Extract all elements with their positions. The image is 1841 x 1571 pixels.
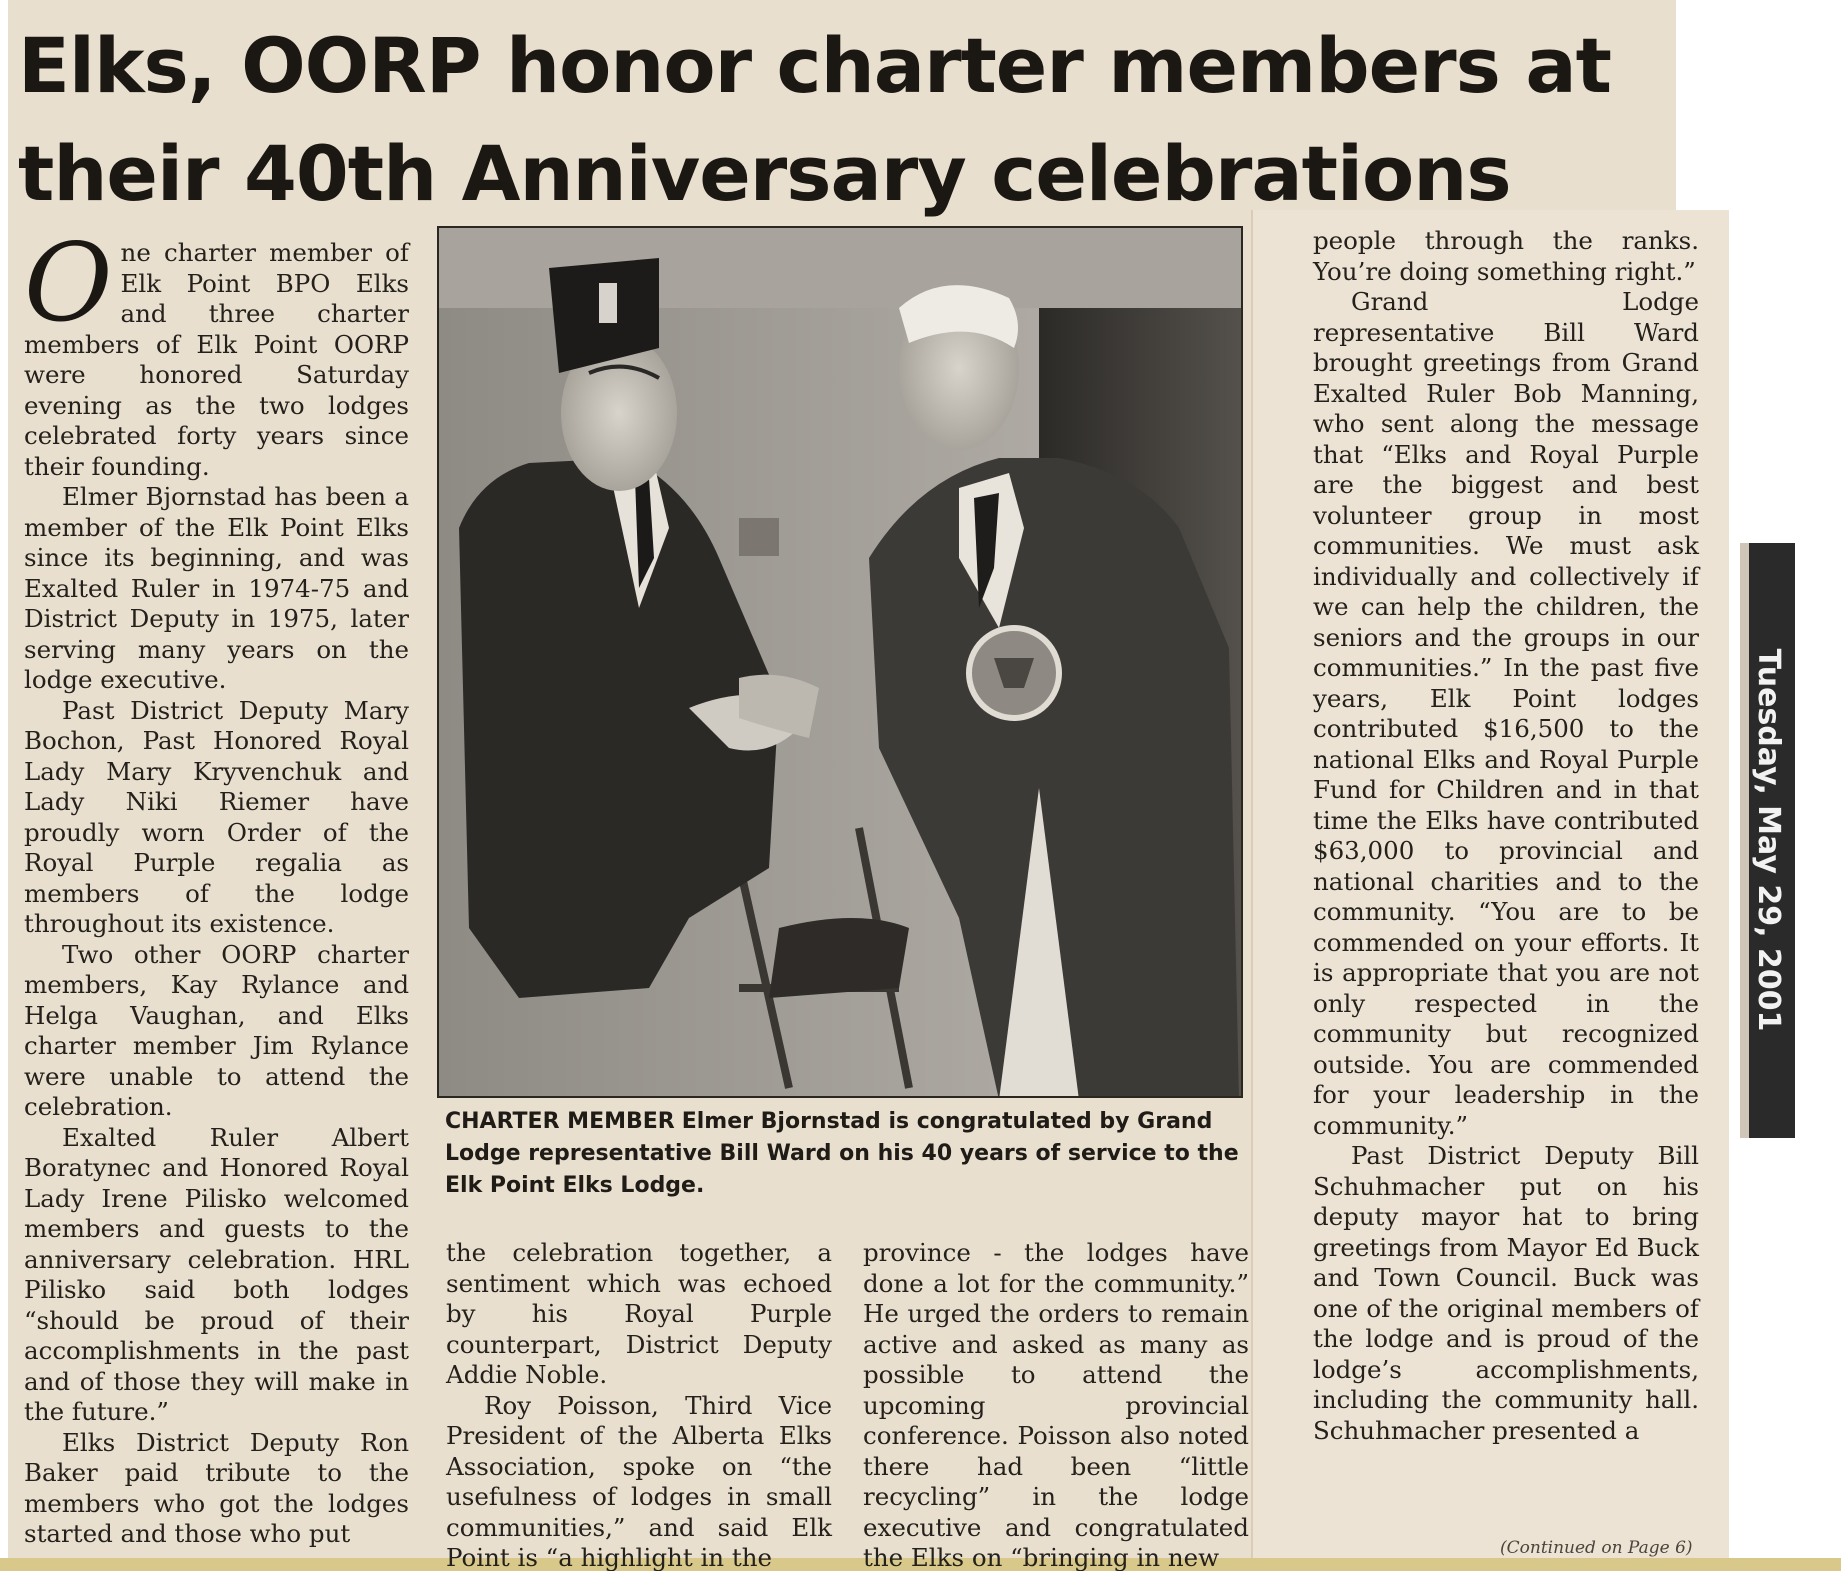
article-paragraph: One charter member of Elk Point BPO Elks and three charter members of Elk Point OORP were honored Saturday evening as the two lodges celebrated forty years since their founding.: [24, 221, 409, 481]
article-column-4: [1313, 226, 1699, 1446]
article-column-1: [24, 221, 409, 1550]
article-paragraph: Roy Poisson, Third Vice President of the Alberta Elks Association, spoke on “the usefulness of lodges in small communities,” and said Elk Point is “a highlight in the: [446, 1390, 832, 1571]
article-paragraph: province - the lodges have done a lot for the community.” He urged the orders to remain active and asked as many as possible to attend the upcoming provincial conference. Poisson also noted there had been “little recycling” in the lodge executive and congratulated the Elks on “bringing in new: [863, 1238, 1249, 1571]
article-column-2: [446, 1238, 832, 1571]
article-paragraph: Elmer Bjornstad has been a member of the Elk Point Elks since its beginning, and was Exalted Ruler in 1974-75 and District Deputy in 1975, later serving many years on the lodge executive.: [24, 482, 409, 694]
date-label: Tuesday, May 29, 2001: [1751, 648, 1786, 1032]
continued-note: (Continued on Page 6): [1500, 1538, 1693, 1558]
photo-illustration: [439, 228, 1243, 1098]
article-paragraph: Past District Deputy Bill Schuhmacher put on his deputy mayor hat to bring greetings from Mayor Ed Buck and Town Council. Buck was one of the original members of the lodge and is proud of the lodge’s accomplishments, including the community hall. Schuhmacher presented a: [1313, 1141, 1699, 1445]
article-paragraph: people through the ranks. You’re doing something right.”: [1313, 226, 1699, 286]
photo-handshake: [437, 226, 1243, 1098]
headline-line-2: their 40th Anniversary celebrations: [18, 129, 1511, 218]
article-paragraph: Past District Deputy Mary Bochon, Past Honored Royal Lady Mary Kryvenchuk and Lady Niki Riemer have proudly worn Order of the Royal Purple regalia as members of the lodge throughout its existence.: [24, 695, 409, 938]
headline-line-1: Elks, OORP honor charter members at: [18, 21, 1611, 110]
headline: [18, 12, 1678, 228]
drop-cap: O: [24, 221, 113, 346]
article-paragraph: Grand Lodge representative Bill Ward brought greetings from Grand Exalted Ruler Bob Manning, who sent along the message that “Elks and Royal Purple are the biggest and best volunteer group in most communities. We must ask individually and collectively if we can help the children, the seniors and the groups in our communities.” In the past five years, Elk Point lodges contributed $16,500 to the national Elks and Royal Purple Fund for Children and in that time the Elks have contributed $63,000 to provincial and national charities and to the community. “You are to be commended on your efforts. It is appropriate that you are not only respected in the community but recognized outside. You are commended for your leadership in the community.”: [1313, 287, 1699, 1140]
article-paragraph: the celebration together, a sentiment which was echoed by his Royal Purple counterpart, District Deputy Addie Noble.: [446, 1238, 832, 1389]
photo-caption: [445, 1106, 1245, 1202]
clipping-notch: [1676, 0, 1736, 212]
article-paragraph: Elks District Deputy Ron Baker paid tribute to the members who got the lodges started and those who put: [24, 1427, 409, 1548]
caption-lead: CHARTER MEMBER: [445, 1109, 675, 1134]
article-paragraph: Exalted Ruler Albert Boratynec and Honored Royal Lady Irene Pilisko welcomed members and guests to the anniversary celebration. HRL Pilisko said both lodges “should be proud of their accomplishments in the past and of those they will make in the future.”: [24, 1122, 409, 1426]
article-column-3: [863, 1238, 1249, 1571]
caption-text: Elmer Bjornstad is congratulated by Grand Lodge representative Bill Ward on his 40 years of service to the Elk Point Elks Lodge.: [445, 1109, 1239, 1198]
article-paragraph: Two other OORP charter members, Kay Rylance and Helga Vaughan, and Elks charter member Jim Rylance were unable to attend the celebration.: [24, 939, 409, 1121]
